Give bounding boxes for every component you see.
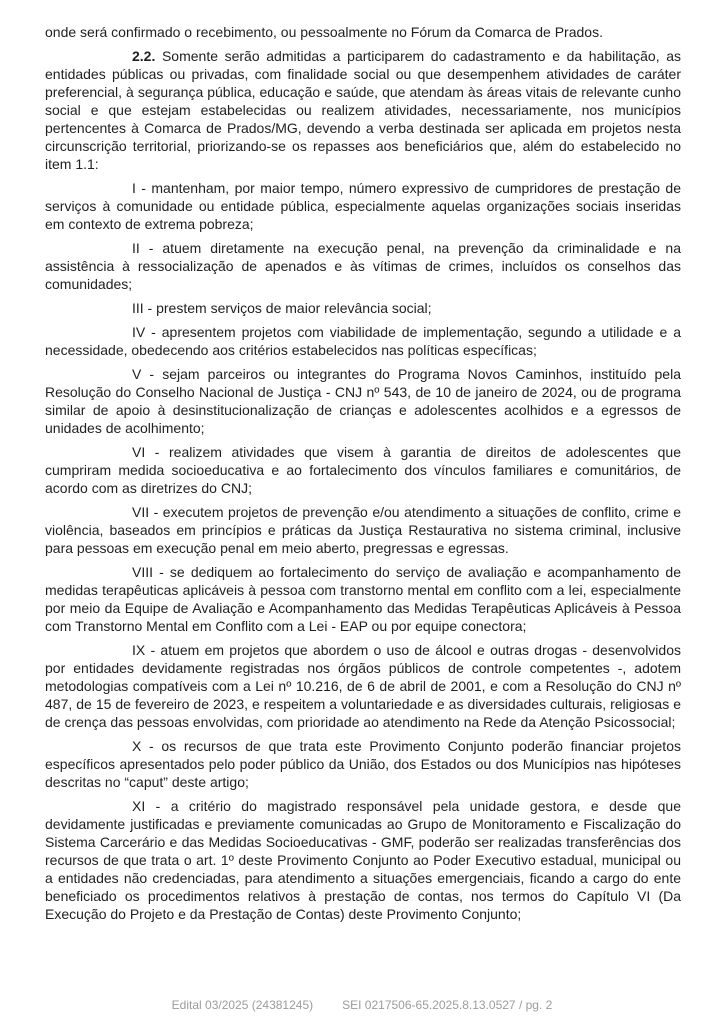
paragraph-item-vii: VII - executem projetos de prevenção e/ou atendimento a situações de conflito, crime e violência, baseados em princípios e práticas da Justiça Restaurativa no sistema criminal, inclusive para pessoas em execução penal em meio aberto, pregressas e egressas. [45,504,681,556]
paragraph-2-2-text: Somente serão admitidas a participarem do cadastramento e da habilitação, as entidades públicas ou privadas, com finalidade social ou que desempenhem atividades de caráter preferencial, à segurança pública, educação e saúde, que atendam às áreas vitais de relevante cunho social e que estejam estabelecidas ou realizem atividades, necessariamente, nos municípios pertencentes à Comarca de Prados/MG, devendo a verba destinada ser aplicada em projetos nesta circunscrição territorial, priorizando-se os repasses aos beneficiários que, além do estabelecido no item 1.1: [45,48,681,172]
paragraph-item-vi: VI - realizem atividades que visem à garantia de direitos de adolescentes que cumpriram medida socioeducativa e ao fortalecimento dos vínculos familiares e comunitários, de acordo com as diretrizes do CNJ; [45,444,681,496]
paragraph-item-viii: VIII - se dediquem ao fortalecimento do serviço de avaliação e acompanhamento de medidas terapêuticas aplicáveis à pessoa com transtorno mental em conflito com a lei, especialmente por meio da Equipe de Avaliação e Acompanhamento das Medidas Terapêuticas Aplicáveis à Pessoa com Transtorno Mental em Conflito com a Lei - EAP ou por equipe conectora; [45,564,681,634]
paragraph-2-2 [45,47,681,173]
paragraph-item-ii: II - atuem diretamente na execução penal, na prevenção da criminalidade e na assistência à ressocialização de apenados e às vítimas de crimes, incluídos os conselhos das comunidades; [45,240,681,292]
footer-sei-ref: SEI 0217506-65.2025.8.13.0527 / pg. 2 [342,998,553,1012]
paragraph-item-iii: III - prestem serviços de maior relevância social; [132,300,432,316]
document-body [45,23,681,929]
paragraph-item-v: V - sejam parceiros ou integrantes do Programa Novos Caminhos, instituído pela Resolução do Conselho Nacional de Justiça - CNJ nº 543, de 10 de janeiro de 2024, ou de programa similar de apoio à desinstitucionalização de crianças e adolescentes acolhidos e a egressos de unidades de acolhimento; [45,366,681,436]
paragraph-item-xi: XI - a critério do magistrado responsável pela unidade gestora, e desde que devidamente justificadas e previamente comunicadas ao Grupo de Monitoramento e Fiscalização do Sistema Carcerário e das Medidas Socioeducativas - GMF, poderão ser realizadas transferências dos recursos de que trata o art. 1º deste Provimento Conjunto ao Poder Executivo estadual, municipal ou a entidades não credenciadas, para atendimento a situações emergenciais, ficando a cargo do ente beneficiado os procedimentos relativos à prestação de contas, nos termos do Capítulo VI (Da Execução do Projeto e da Prestação de Contas) deste Provimento Conjunto; [45,798,681,922]
paragraph-item-i: I - mantenham, por maior tempo, número expressivo de cumpridores de prestação de serviços à comunidade ou entidade pública, especialmente aquelas organizações sociais inseridas em contexto de extrema pobreza; [45,180,681,232]
paragraph-item-ix: IX - atuem em projetos que abordem o uso de álcool e outras drogas - desenvolvidos por entidades devidamente registradas nos órgãos públicos de controle competentes -, adotem metodologias compatíveis com a Lei nº 10.216, de 6 de abril de 2001, e com a Resolução do CNJ nº 487, de 15 de fevereiro de 2023, e respeitem a voluntariedade e as diversidades culturais, religiosas e de crença das pessoas envolvidas, com prioridade ao atendimento na Rede da Atenção Psicossocial; [45,642,681,730]
paragraph-continuation: onde será confirmado o recebimento, ou pessoalmente no Fórum da Comarca de Prados. [45,24,603,40]
page-footer [0,998,724,1012]
paragraph-item-iv: IV - apresentem projetos com viabilidade de implementação, segundo a utilidade e a necessidade, obedecendo aos critérios estabelecidos nas políticas específicas; [45,324,681,358]
paragraph-item-x: X - os recursos de que trata este Provimento Conjunto poderão financiar projetos específicos apresentados pelo poder público da União, dos Estados ou dos Municípios nas hipóteses descritas no “caput” deste artigo; [45,738,681,790]
footer-edital-ref: Edital 03/2025 (24381245) [171,998,314,1012]
paragraph-2-2-number: 2.2. [132,48,156,64]
